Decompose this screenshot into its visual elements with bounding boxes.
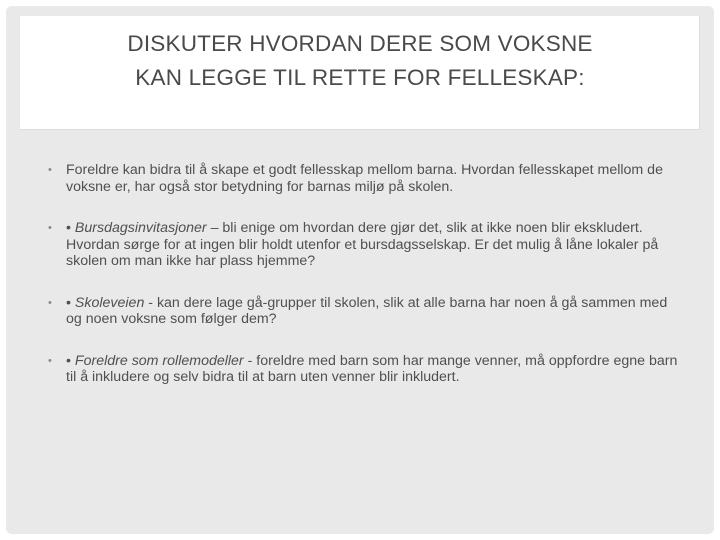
inner-bullet-marker: • xyxy=(66,352,75,369)
bullet-list xyxy=(48,162,684,411)
bullet-marker: • xyxy=(48,222,52,234)
bullet-emphasis: Skoleveien xyxy=(74,294,145,311)
bullet-item-2 xyxy=(48,220,684,270)
bullet-emphasis: Foreldre som rollemodeller xyxy=(74,352,244,369)
title-box xyxy=(20,16,700,130)
inner-bullet-marker: • xyxy=(66,294,75,311)
bullet-text: Foreldre kan bidra til å skape et godt fellesskap mellom barna. Hvordan fellesskapet mellom de voksne er, har også stor betydning for barnas miljø på skolen. xyxy=(66,162,663,195)
bullet-item-1 xyxy=(48,162,684,195)
inner-bullet-marker: • xyxy=(66,220,75,236)
bullet-item-4 xyxy=(48,353,684,386)
bullet-text: – bli enige om hvordan dere gjør det, slik at ikke noen blir ekskludert. Hvordan sørge for at ingen blir holdt utenfor et bursdagsselskap. Er det mulig å låne lokaler på skolen om man ikke har plass hjemme? xyxy=(66,220,659,269)
slide-title xyxy=(40,27,680,95)
bullet-item-3 xyxy=(48,295,684,328)
bullet-text: - kan dere lage gå-grupper til skolen, slik at alle barna har noen å gå sammen med og noen voksne som følger dem? xyxy=(66,294,668,327)
bullet-marker: • xyxy=(48,164,52,176)
bullet-emphasis: Bursdagsinvitasjoner xyxy=(74,220,207,236)
title-line-1: DISKUTER HVORDAN DERE SOM VOKSNE xyxy=(127,31,593,56)
bullet-marker: • xyxy=(48,296,52,309)
title-line-2: KAN LEGGE TIL RETTE FOR FELLESKAP: xyxy=(135,65,585,90)
bullet-text: - foreldre med barn som har mange venner, må oppfordre egne barn til å inkludere og selv bidra til at barn uten venner blir inkludert. xyxy=(66,352,678,385)
bullet-marker: • xyxy=(48,354,52,367)
